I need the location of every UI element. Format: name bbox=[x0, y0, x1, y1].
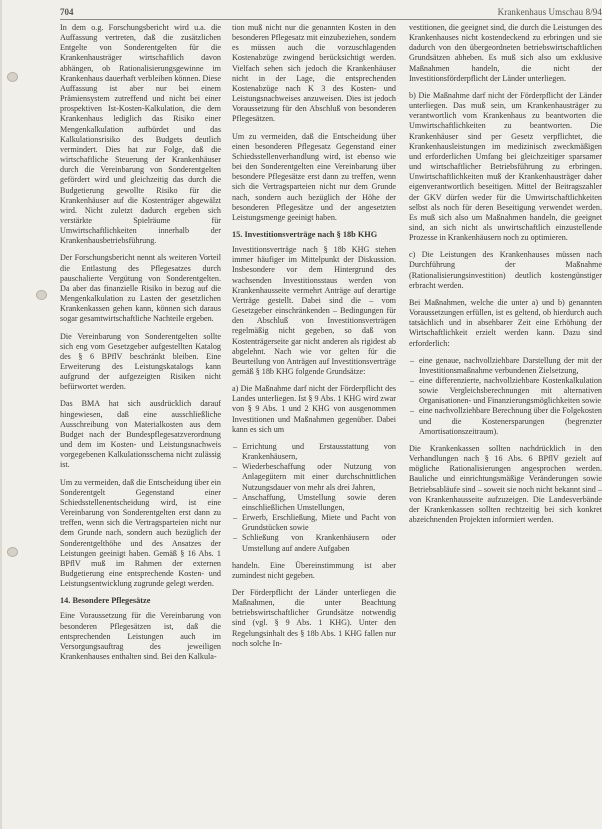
paragraph: Die Krankenkassen sollten nachdrücklich in den Verhandlungen nach § 16 Abs. 6 BPflV gezielt auf mögliche Rationalisierungen angesprochen werden. Bauliche und einrichtungsmäßige Veränderungen sowie Betriebsabläufe sind – soweit sie noch nicht bekannt sind – von Krankenhausseite aufzuzeigen. Die Landesverbände der Krankenkassen sollten rechtzeitig bei sich konkret abzeichnenden Projekten informiert werden. bbox=[409, 443, 602, 525]
paragraph: Eine Voraussetzung für die Vereinbarung von besonderen Pflegesätzen ist, daß die entsprechenden Leistungen auch im Versorgungsauftrag des jeweiligen Krankenhauses enthalten sind. Bei den Kalkula- bbox=[60, 611, 221, 662]
paragraph: c) Die Leistungen des Krankenhauses müssen nach Durchführung der Maßnahme (Rationalisierungsinvestition) deutlich kostengünstiger erbracht werden. bbox=[409, 250, 602, 290]
column-1 bbox=[60, 23, 221, 669]
column-3 bbox=[409, 23, 602, 532]
paragraph: Um zu vermeiden, daß die Entscheidung über ein Sonderentgelt Gegenstand einer Schiedsstellenentscheidung wird, ist eine Vereinbarung von Sonderentgelten erst dann zu treffen, wenn sich die Vertragsparteien nicht nur dem Grunde nach, sondern auch bezüglich der Sonderentgelthöhe und des Ansatzes der Leistungen geeinigt haben. Gemäß § 16 Abs. 1 BPflV muß im Rahmen der externen Budgetierung eine entsprechende Kosten- und Leistungsentwicklung zugrunde gelegt werden. bbox=[60, 477, 221, 589]
page-edge-shadow bbox=[0, 0, 2, 829]
paragraph: b) Die Maßnahme darf nicht der Förderpflicht der Länder unterliegen. Das muß sein, um Krankenhausträger zu verantwortlich vom Krankenhaus zu beantworten die Umwirtschaftlichkeiten zu beantworten. Die Krankenhäuser sind per Gesetz verpflichtet, die Krankenhausleistungen im medizinisch zweckmäßigen und erforderlichen Umfang bei gleichzeitiger sparsamer und wirtschaftlicher Betriebsführung zu erbringen. Unwirtschaftlichkeiten muß der Krankenhausträger daher eigenverantwortlich beseitigen. Mittel der Beitragszahler der GKV dürfen weder für die Umwirtschaftlichkeiten selbst als noch für deren Beseitigung verwendet werden. Es muß sich also um Maßnahmen handeln, die geeignet sind, an sich nicht als unwirtschaftlich einzustellende Prozesse in Krankenhäusern noch zu optimieren. bbox=[409, 90, 602, 243]
paragraph: Investitionsverträge nach § 18b KHG stehen immer häufiger im Mittelpunkt der Diskussion. Insbesondere vor dem Hintergrund des wachsenden Investitionsstaus werden von Krankenhausseite vermehrt Anträge auf derartige Verträge gestellt. Dabei sind die – vom Gesetzgeber einschränkenden – Bedingungen für den Abschluß von Investitionsverträgen regelmäßig nicht gegeben, so daß von Kostenträgerseite gar nicht anderen als rigidest ab abgelehnt. Nach wie vor gelten für die Beurteilung von Anträgen auf Investitionsverträge gemäß § 18b KHG folgende Grundsätze: bbox=[232, 245, 396, 376]
list-item: – Wiederbeschaffung oder Nutzung von Anlagegütern mit einer durchschnittlichen Nutzungsdauer von mehr als drei Jahren, bbox=[242, 462, 396, 492]
paragraph: vestitionen, die geeignet sind, die durch die Leistungen des Krankenhauses nicht kostendeckend zu erbringen und sie dadurch von den übergeordneten betriebswirtschaftlichen Grundsätzen abheben. Es muß sich also um exklusive Maßnahmen handeln, die nicht der Investitionsförderpflicht der Länder unterliegen. bbox=[409, 23, 602, 83]
paragraph: Der Forschungsbericht nennt als weiteren Vorteil die Entlastung des Pflegesatzes durch pauschalierte Vergütung von Sonderentgelten. Da aber das finanzielle Risiko in bezug auf die Mengenkalkulation zu Lasten der gesetzlichen Krankenkassen gehen kann, können sich daraus sogar gesamtwirtschaftliche Nachteile ergeben. bbox=[60, 253, 221, 324]
paragraph: a) Die Maßnahme darf nicht der Förderpflicht des Landes unterliegen. Ist § 9 Abs. 1 KHG wird zwar von § 9 Abs. 1 und 2 KHG von ausgenommen Investitionen und Maßnahmen gegenüber. Dabei kann es sich um bbox=[232, 384, 396, 434]
punch-hole bbox=[7, 547, 18, 557]
punch-hole bbox=[36, 290, 47, 300]
dash-list bbox=[232, 442, 396, 554]
section-heading: 14. Besondere Pflegesätze bbox=[60, 596, 151, 606]
paragraph: tion muß nicht nur die genannten Kosten in den besonderen Pflegesatz mit einzubeziehen, sondern es müssen auch die vorzuschlagenden Kostenabzüge zwingend berücksichtigt werden. Vielfach sehen sich jedoch die Krankenhäuser nicht in der Lage, die entsprechenden Kostenabzüge nach K 3 des Kosten- und Leistungsnachweises anzuweisen. Dies ist jedoch Voraussetzung für den Abschluß von besonderen Pflegesätzen. bbox=[232, 23, 396, 124]
paragraph: Die Vereinbarung von Sonderentgelten sollte sich eng vom Gesetzgeber aufgestellten Katalog des § 6 BPflV beschränkt bleiben. Eine Erweiterung des Leistungskatalogs kann aufgrund der aufgezeigten Risiken nicht befürwortet werden. bbox=[60, 331, 221, 392]
page-number: 704 bbox=[60, 7, 74, 17]
paragraph: Der Förderpflicht der Länder unterliegen die Maßnahmen, die unter Beachtung betriebswirtschaftlicher Grundsätze notwendig sind (vgl. § 9 Abs. 1 KHG). Unter den Regelungsinhalt des § 18b Abs. 1 KHG fallen nur noch solche In- bbox=[232, 587, 396, 648]
punch-hole bbox=[7, 72, 18, 82]
paragraph: In dem o.g. Forschungsbericht wird u.a. die Auffassung vertreten, daß die zusätzlichen Entgelte von Sonderentgelten für die Krankenhausträger wirtschaftlich davon abhängen, ob Rationalisierungsgewinne im Krankenhaus dauerhaft verbleiben können. Diese Auffassung ist aber nur bei einem Prämiensystem zutreffend und nicht bei einer prospektiven Ist-Kosten-Kalkulation, die dem Krankenhaus lediglich das Risiko einer Mengenkalkulation aufbürdet und das Kalkulationsrisiko des Budgets deutlich vermindert. Dies hat zur Folge, daß die wirtschaftliche Steuerung der Krankenhäuser durch die Vereinbarung von Sonderentgelten gefördert wird und gleichzeitig das durch die Budgetierung gewollte Risiko für die Krankenhäuser auf die Kostenträger abgewälzt wird. Nicht zuletzt dadurch ergeben sich verstärkte Spielräume für Umwirtschaftlichkeiten innerhalb der Krankenhausbetriebsführung. bbox=[60, 23, 221, 246]
list-item: – Errichtung und Erstausstattung von Krankenhäusern, bbox=[242, 442, 396, 462]
paragraph: Bei Maßnahmen, welche die unter a) und b) genannten Voraussetzungen erfüllen, ist es geltend, ob hierdurch auch tatsächlich und in absehbarer Zeit eine Erhöhung der Wirtschaftlichkeit erzielt werden kann. Dazu sind erforderlich: bbox=[409, 297, 602, 348]
paragraph: Das BMA hat sich ausdrücklich darauf hingewiesen, daß eine ausschließliche Ausschreibung von Materialkosten aus dem Budget nach der Bundespflegesatzverordnung und dem im Kosten- und Leistungsnachweis vorgegebenen Kalkulationsschema nicht zulässig ist. bbox=[60, 399, 221, 470]
list-item: – Schließung von Krankenhäusern oder Umstellung auf andere Aufgaben bbox=[242, 533, 396, 553]
dash-list bbox=[409, 356, 602, 437]
list-item: – eine differenzierte, nachvollziehbare Kostenkalkulation sowie Vergleichsberechnungen mit alternativen Organisationen- und Finanzierungsmöglichkeiten sowie bbox=[419, 376, 602, 406]
list-item: – eine nachvollziehbare Berechnung über die Folgekosten und die Kostenersparungen (begrenzter Amortisationszeitraum). bbox=[419, 406, 602, 436]
column-2 bbox=[232, 23, 396, 656]
running-header bbox=[60, 7, 602, 19]
header-rule bbox=[60, 19, 602, 20]
paragraph: handeln. Eine Übereinstimmung ist aber zumindest nicht gegeben. bbox=[232, 560, 396, 580]
paragraph: Um zu vermeiden, daß die Entscheidung über einen besonderen Pflegesatz Gegenstand einer Schiedsstellenverhandlung wird, ist ebenso wie bei den Sonderentgelten eine Vereinbarung über besondere Pflegesätze erst dann zu treffen, wenn sich die Vertragsparteien nicht nur dem Grunde nach, sondern auch bezüglich der Höhe der besonderen Pflegesätze und der angesetzten Leistungsmenge geeinigt haben. bbox=[232, 131, 396, 222]
list-item: – Erwerb, Erschließung, Miete und Pacht von Grundstücken sowie bbox=[242, 513, 396, 533]
list-item: – eine genaue, nachvollziehbare Darstellung der mit der Investitionsmaßnahme verbundenen Zielsetzung, bbox=[419, 356, 602, 376]
running-title: Krankenhaus Umschau 8/94 bbox=[497, 7, 602, 17]
list-item: – Anschaffung, Umstellung sowie deren einschließlichen Umstellungen, bbox=[242, 493, 396, 513]
section-heading: 15. Investitionsverträge nach § 18b KHG bbox=[232, 229, 378, 239]
